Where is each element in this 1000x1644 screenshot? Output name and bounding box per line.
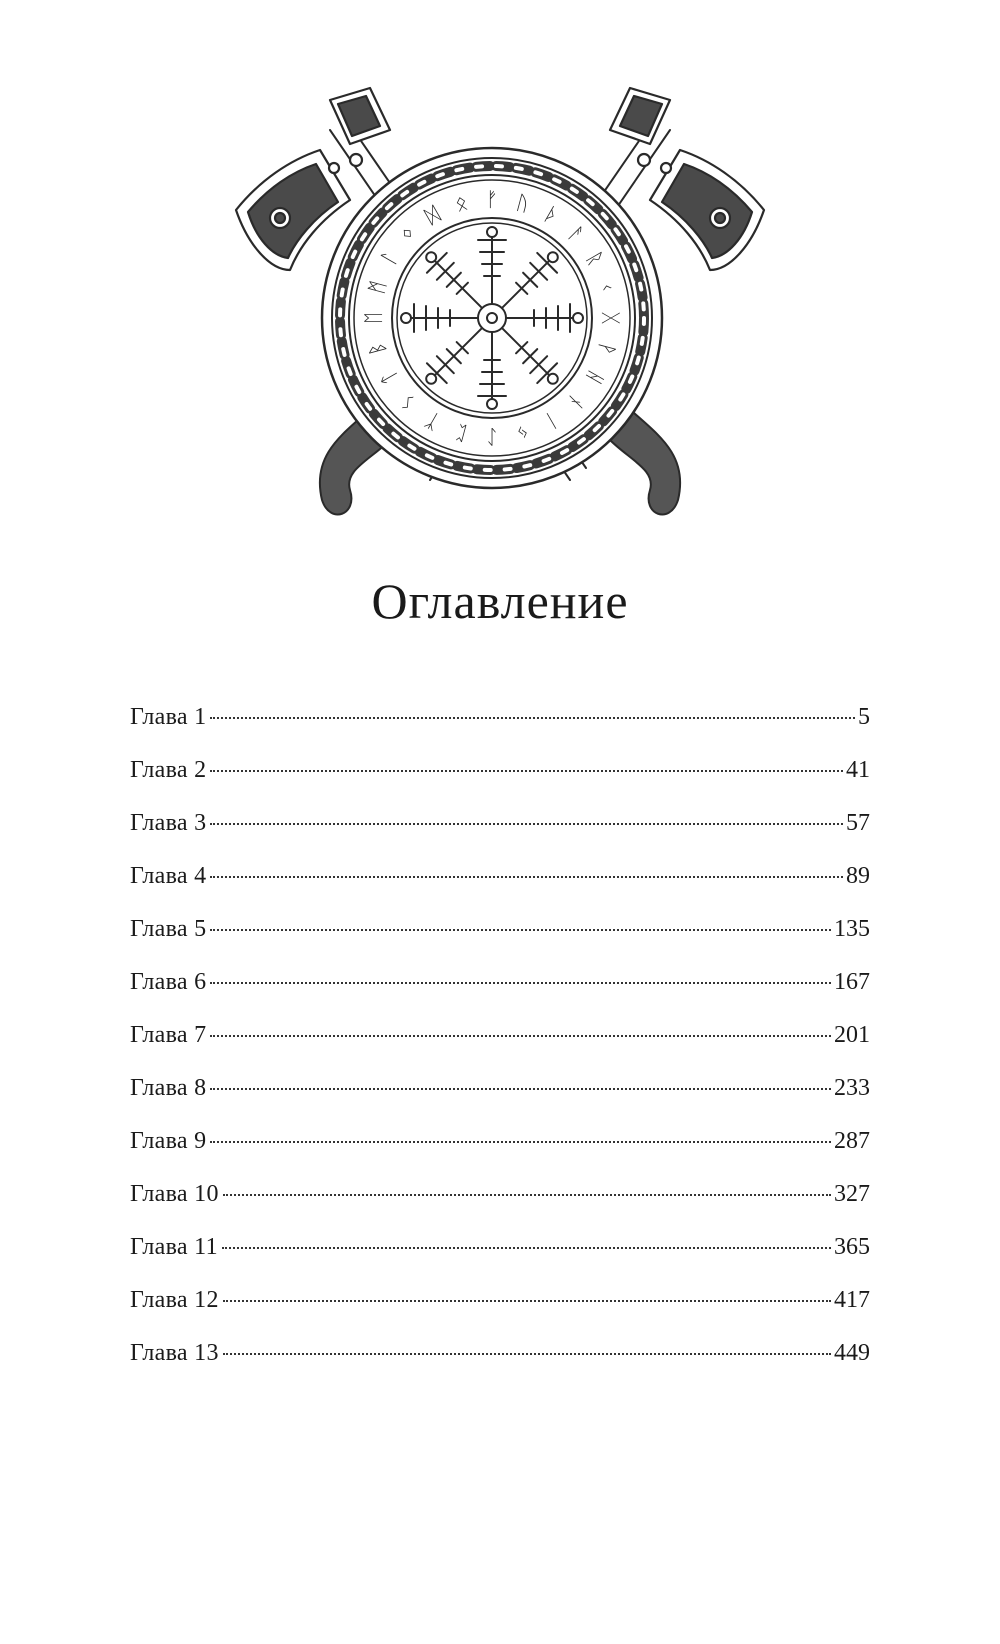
viking-shield-emblem-icon (230, 70, 770, 540)
toc-leader-dots (210, 1088, 831, 1090)
rune-glyph: ᛜ (395, 221, 421, 247)
rune-glyph: ᛞ (421, 201, 444, 229)
toc-entry-label: Глава 5 (130, 916, 207, 942)
toc-entry-label: Глава 8 (130, 1075, 207, 1101)
toc-entry (130, 1022, 870, 1075)
toc-leader-dots (222, 1247, 831, 1249)
rune-glyph: ᛊ (395, 389, 421, 415)
rune-glyph: ᚱ (581, 247, 609, 270)
table-of-contents (130, 704, 870, 1393)
toc-entry (130, 1075, 870, 1128)
rune-glyph: ᛉ (421, 407, 444, 435)
rune-glyph: ᛇ (486, 425, 498, 449)
rune-glyph: ᚠ (486, 187, 498, 211)
toc-entry-page: 167 (834, 969, 870, 995)
rune-glyph: ᛁ (540, 407, 563, 435)
toc-leader-dots (210, 770, 843, 772)
toc-entry-label: Глава 10 (130, 1181, 219, 1207)
rune-glyph: ᚨ (563, 221, 589, 247)
toc-entry (130, 863, 870, 916)
toc-entry-page: 233 (834, 1075, 870, 1101)
toc-leader-dots (210, 823, 843, 825)
rune-glyph: ᚺ (581, 366, 609, 389)
rune-glyph: ᚦ (540, 201, 563, 229)
toc-entry-page: 57 (846, 810, 870, 836)
toc-leader-dots (223, 1194, 831, 1196)
toc-entry-label: Глава 2 (130, 757, 207, 783)
toc-leader-dots (210, 1141, 831, 1143)
toc-leader-dots (223, 1300, 831, 1302)
toc-entry-label: Глава 3 (130, 810, 207, 836)
rune-glyph: ᛚ (375, 247, 403, 270)
toc-leader-dots (210, 717, 855, 719)
toc-entry-label: Глава 1 (130, 704, 207, 730)
toc-leader-dots (210, 1035, 831, 1037)
toc-entry-label: Глава 11 (130, 1234, 218, 1260)
toc-entry-page: 89 (846, 863, 870, 889)
toc-entry-page: 327 (834, 1181, 870, 1207)
rune-glyph: ᛈ (452, 419, 471, 447)
toc-entry-page: 449 (834, 1340, 870, 1366)
toc-entry (130, 810, 870, 863)
rune-glyph: ᛗ (363, 278, 391, 297)
toc-entry (130, 1340, 870, 1393)
toc-entry-page: 417 (834, 1287, 870, 1313)
toc-entry-page: 201 (834, 1022, 870, 1048)
rune-glyph: ᚾ (563, 389, 589, 415)
toc-leader-dots (210, 876, 843, 878)
rune-glyph: ᛏ (375, 366, 403, 389)
toc-entry-page: 287 (834, 1128, 870, 1154)
rune-glyph: ᚢ (513, 189, 532, 217)
toc-entry-label: Глава 12 (130, 1287, 219, 1313)
toc-entry-page: 41 (846, 757, 870, 783)
toc-entry-page: 5 (858, 704, 870, 730)
toc-entry-label: Глава 9 (130, 1128, 207, 1154)
toc-entry-page: 365 (834, 1234, 870, 1260)
toc-entry-label: Глава 4 (130, 863, 207, 889)
toc-entry (130, 1234, 870, 1287)
rune-glyph: ᚲ (593, 278, 621, 297)
toc-entry (130, 916, 870, 969)
toc-entry-label: Глава 13 (130, 1340, 219, 1366)
toc-entry (130, 1287, 870, 1340)
toc-entry (130, 1128, 870, 1181)
toc-entry (130, 969, 870, 1022)
toc-entry-label: Глава 7 (130, 1022, 207, 1048)
toc-entry (130, 1181, 870, 1234)
toc-entry-label: Глава 6 (130, 969, 207, 995)
rune-glyph: ᛖ (361, 312, 385, 324)
rune-glyph: ᛟ (452, 189, 471, 217)
rune-glyph: ᚷ (599, 312, 623, 324)
page-title: Оглавление (371, 573, 629, 629)
toc-leader-dots (210, 929, 831, 931)
toc-leader-dots (223, 1353, 831, 1355)
toc-entry (130, 704, 870, 757)
toc-leader-dots (210, 982, 831, 984)
rune-glyph: ᚹ (593, 339, 621, 358)
toc-entry (130, 757, 870, 810)
rune-glyph: ᛒ (363, 339, 391, 358)
toc-entry-page: 135 (834, 916, 870, 942)
rune-glyph: ᛃ (513, 419, 532, 447)
